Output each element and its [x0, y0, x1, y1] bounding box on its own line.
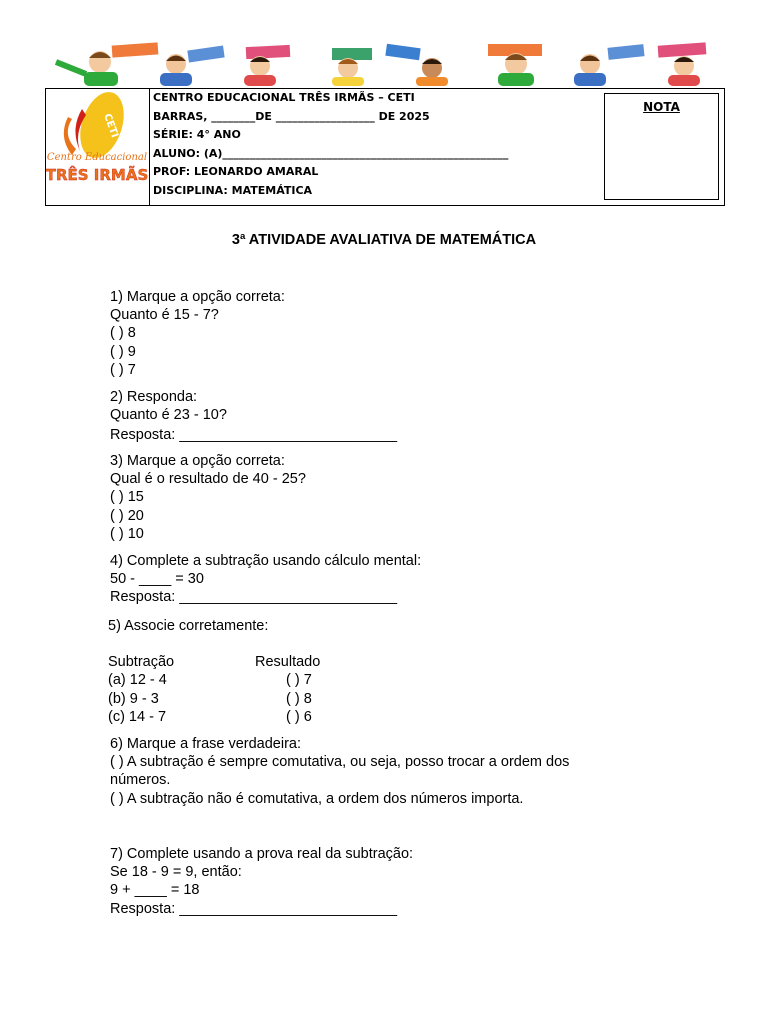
child-figure-4 — [332, 48, 372, 86]
question-4-answer-line[interactable]: Resposta: ___________________________ — [110, 589, 398, 606]
question-2-text: Quanto é 23 - 10? — [110, 407, 227, 424]
grade-line: SÉRIE: 4° ANO — [153, 128, 241, 141]
association-answer[interactable]: ( ) 6 — [286, 708, 312, 725]
association-item: (a) 12 - 4 — [108, 672, 167, 689]
page-title: 3ª ATIVIDADE AVALIATIVA DE MATEMÁTICA — [231, 232, 537, 248]
grade-box-label: NOTA — [643, 100, 680, 114]
question-1-option[interactable]: ( ) 8 — [110, 325, 136, 342]
question-5 — [108, 617, 408, 727]
logo-tres-irmas-text: TRÊS IRMÃS — [46, 166, 149, 184]
child-figure-6 — [488, 44, 542, 86]
date-line: BARRAS, ________DE __________________ DE 2025 — [153, 109, 430, 123]
logo-ceti-text: CETI — [101, 112, 120, 140]
question-5-stem: 5) Associe corretamente: — [108, 618, 269, 634]
question-2 — [110, 388, 397, 445]
question-1-option[interactable]: ( ) 9 — [110, 343, 136, 360]
association-answer[interactable]: ( ) 8 — [286, 690, 312, 707]
association-answer[interactable]: ( ) 7 — [286, 672, 312, 689]
question-4-equation[interactable]: 50 - ____ = 30 — [110, 571, 204, 588]
question-7-premise: Se 18 - 9 = 9, então: — [110, 864, 242, 881]
association-item: (c) 14 - 7 — [108, 708, 167, 725]
question-3 — [110, 452, 306, 543]
question-3-option[interactable]: ( ) 10 — [110, 525, 144, 542]
student-line: ALUNO: (A)____________________________________________________ — [153, 146, 509, 160]
column-header-result: Resultado — [255, 654, 321, 671]
school-name: CENTRO EDUCACIONAL TRÊS IRMÃS – CETI — [153, 91, 415, 104]
question-3-option[interactable]: ( ) 20 — [110, 507, 144, 524]
question-7-stem: 7) Complete usando a prova real da subtração: — [110, 846, 414, 862]
logo-cell — [46, 89, 150, 205]
question-6-option[interactable]: ( ) A subtração é sempre comutativa, ou seja, posso trocar a ordem dos números. — [110, 754, 570, 789]
association-item: (b) 9 - 3 — [108, 690, 159, 707]
header-info — [153, 89, 603, 200]
logo-centro-text: Centro Educacional — [46, 152, 148, 163]
question-2-answer-line[interactable]: Resposta: ___________________________ — [110, 427, 398, 444]
child-figure-8 — [658, 42, 707, 86]
question-6-stem: 6) Marque a frase verdadeira: — [110, 736, 302, 752]
child-figure-2 — [160, 46, 225, 86]
header-table — [45, 88, 725, 206]
grade-box — [604, 93, 719, 200]
question-7-answer-line[interactable]: Resposta: ___________________________ — [110, 900, 398, 917]
column-header-subtraction: Subtração — [108, 654, 175, 671]
question-6 — [110, 735, 620, 808]
child-figure-1 — [56, 42, 158, 86]
question-7-equation[interactable]: 9 + ____ = 18 — [110, 882, 200, 899]
children-banner-image — [48, 40, 728, 86]
child-figure-7 — [574, 44, 645, 86]
question-1-stem: 1) Marque a opção correta: — [110, 289, 285, 305]
question-1 — [110, 288, 285, 379]
question-1-option[interactable]: ( ) 7 — [110, 361, 136, 378]
question-3-stem: 3) Marque a opção correta: — [110, 453, 285, 469]
child-figure-5 — [385, 44, 448, 86]
question-4 — [110, 552, 421, 607]
question-3-option[interactable]: ( ) 15 — [110, 489, 144, 506]
question-2-stem: 2) Responda: — [110, 389, 198, 405]
teacher-line: PROF: LEONARDO AMARAL — [153, 165, 319, 178]
child-figure-3 — [244, 45, 290, 86]
subject-line: DISCIPLINA: MATEMÁTICA — [153, 183, 313, 197]
question-6-option[interactable]: ( ) A subtração não é comutativa, a ordem dos números importa. — [110, 790, 524, 807]
question-7 — [110, 845, 413, 918]
question-1-text: Quanto é 15 - 7? — [110, 307, 219, 324]
school-logo — [46, 89, 149, 205]
question-4-stem: 4) Complete a subtração usando cálculo mental: — [110, 553, 422, 569]
question-3-text: Qual é o resultado de 40 - 25? — [110, 471, 306, 488]
